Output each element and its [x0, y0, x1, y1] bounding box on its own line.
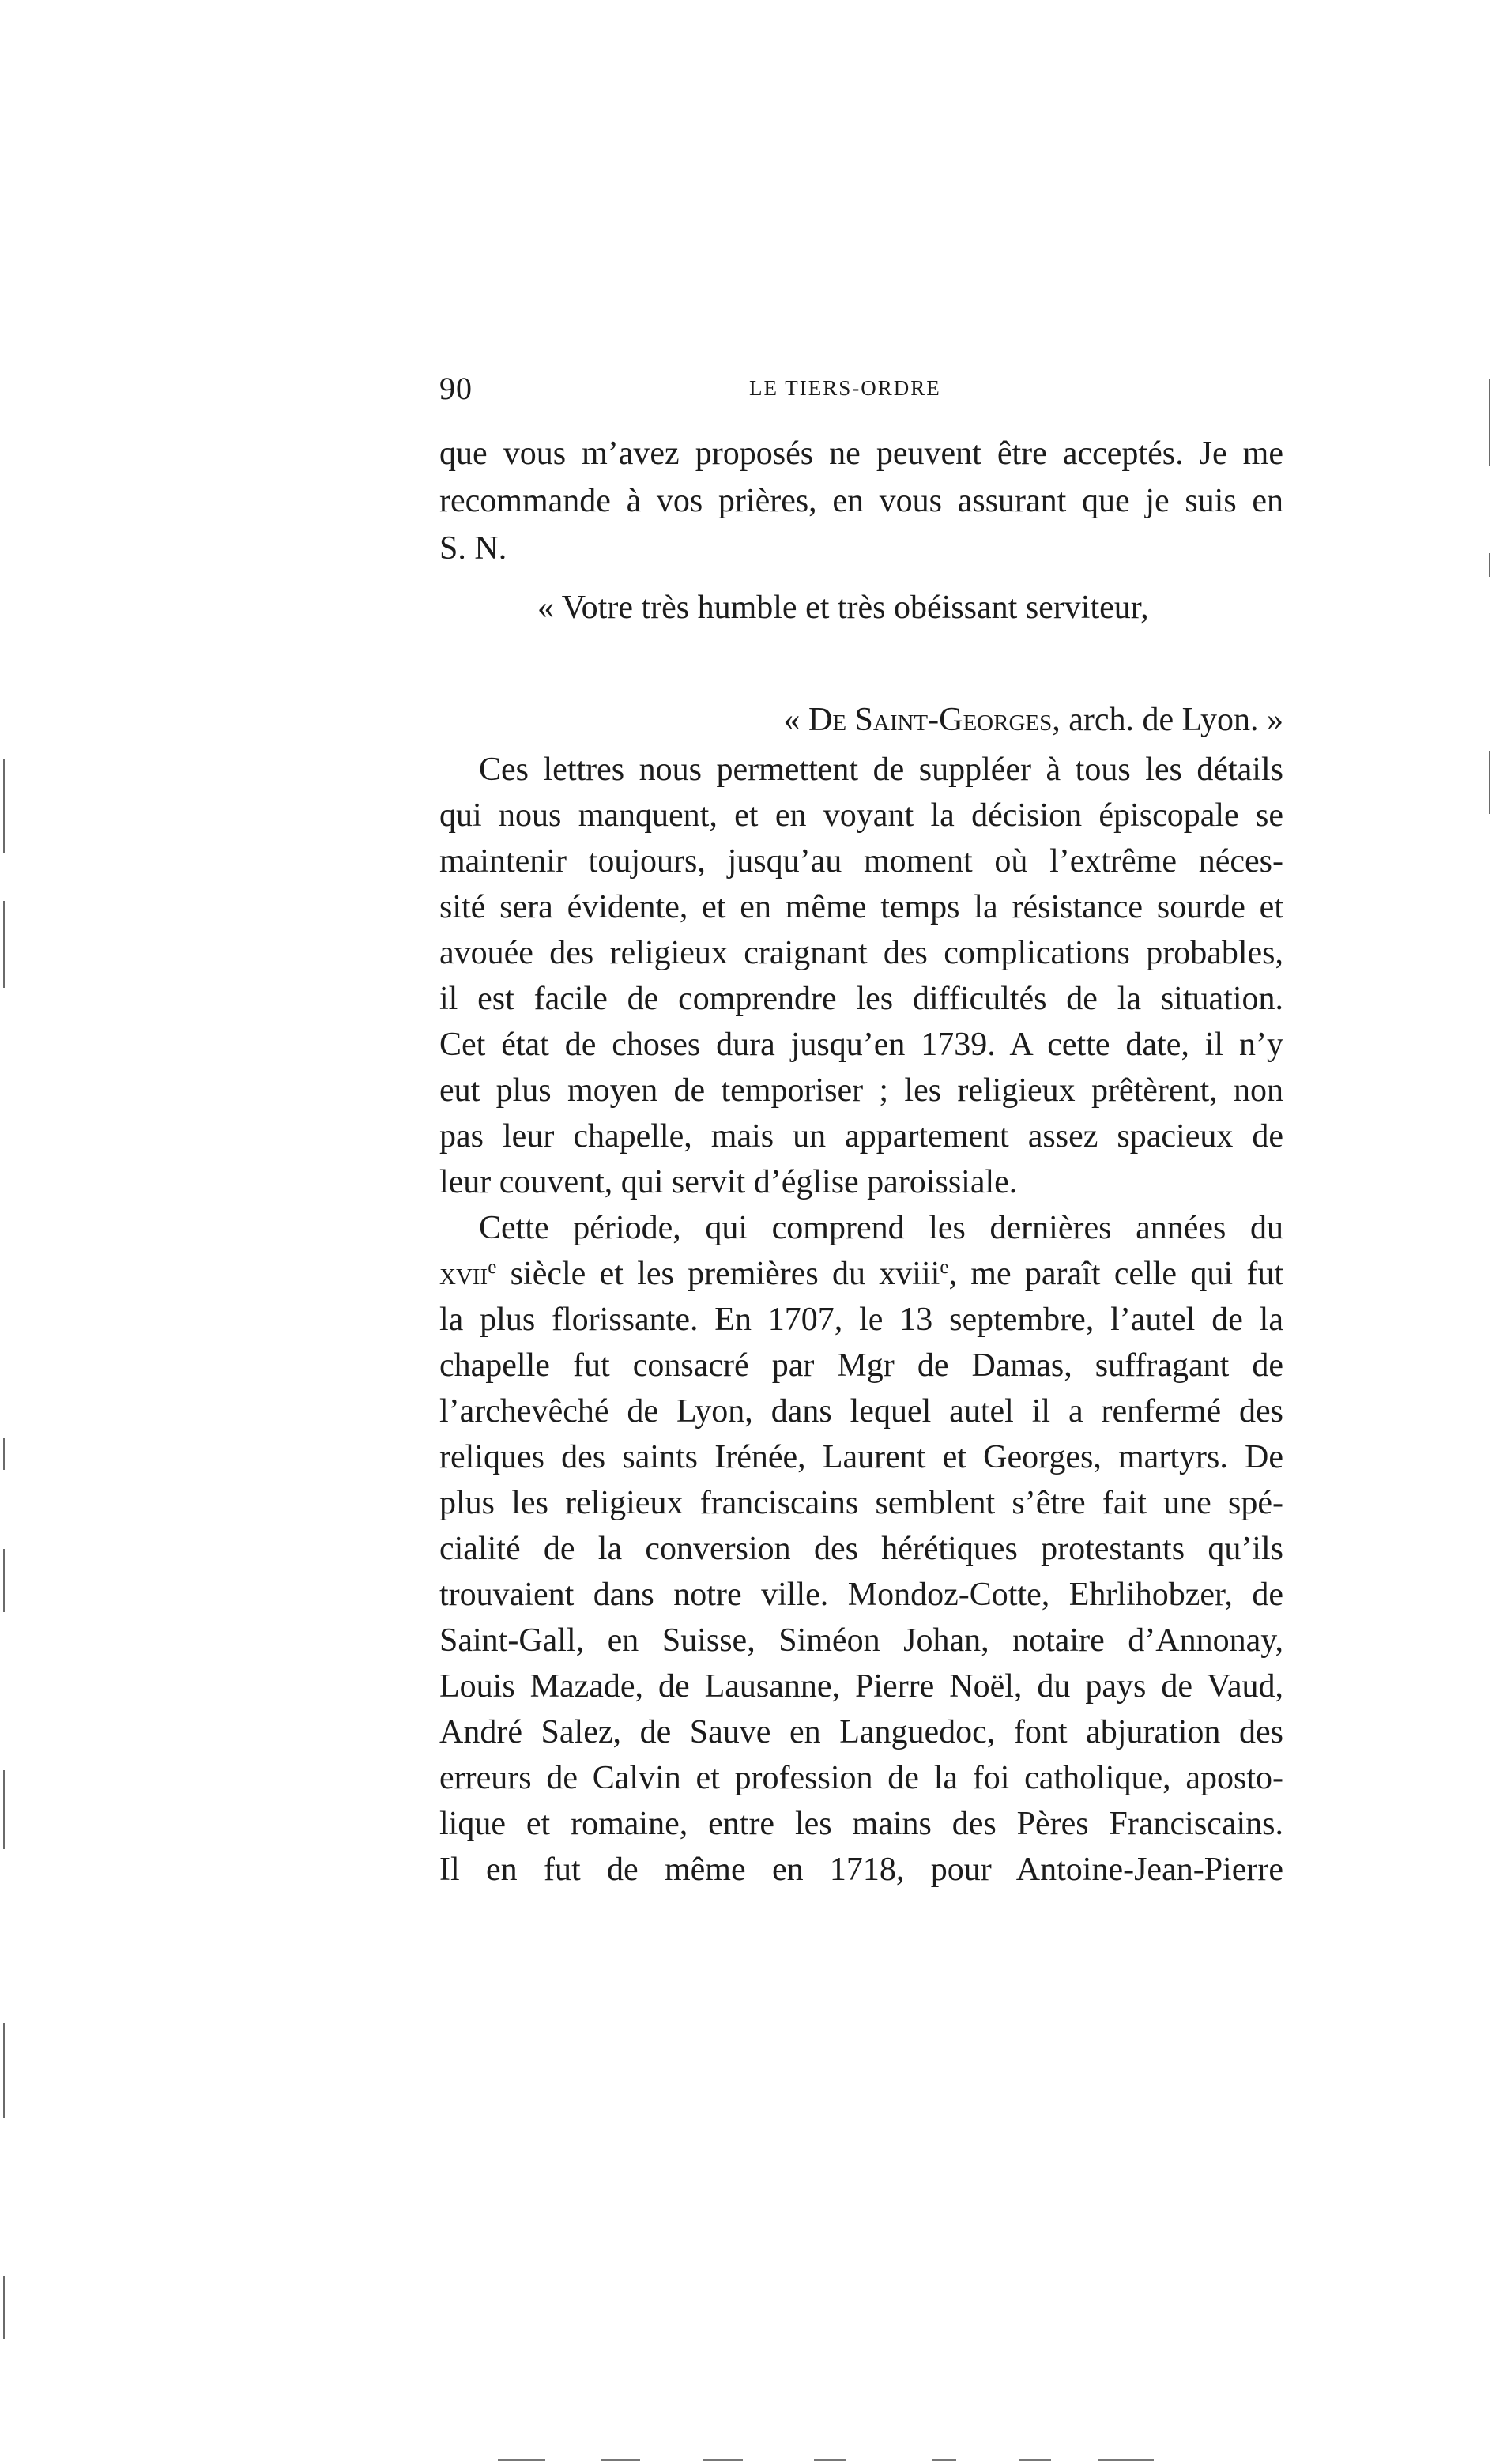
text-line: avouée des religieux craignant des complications probables, — [439, 935, 1283, 971]
century-numeral: xvii — [439, 1256, 488, 1292]
scan-bottom-mark — [814, 2459, 846, 2461]
signature-suffix: , arch. de Lyon. » — [1052, 702, 1283, 738]
scan-edge-mark — [1489, 553, 1490, 577]
text-line: chapelle fut consacré par Mgr de Damas, suffragant de — [439, 1347, 1283, 1384]
scan-bottom-mark — [1098, 2459, 1154, 2461]
text-fragment: siècle et les premières du xviii — [496, 1256, 940, 1292]
text-line: cialité de la conversion des hérétiques protestants qu’ils — [439, 1531, 1283, 1567]
text-line: plus les religieux franciscains semblent s’être fait une spé- — [439, 1485, 1283, 1521]
text-line: S. N. — [439, 530, 507, 567]
superscript: e — [488, 1256, 497, 1279]
text-line: eut plus moyen de temporiser ; les religieux prêtèrent, non — [439, 1072, 1283, 1109]
scan-bottom-mark — [703, 2459, 743, 2461]
scan-edge-mark — [3, 1549, 5, 1612]
text-line: André Salez, de Sauve en Languedoc, font abjuration des — [439, 1714, 1283, 1750]
scan-edge-mark — [1489, 751, 1490, 814]
text-line: Il en fut de même en 1718, pour Antoine-Jean-Pierre — [439, 1852, 1283, 1888]
scan-bottom-mark — [932, 2459, 956, 2461]
scan-bottom-mark — [1019, 2459, 1051, 2461]
signature-name: De Saint-Georges — [808, 702, 1053, 738]
superscript: e — [940, 1256, 949, 1279]
text-line: recommande à vos prières, en vous assurant que je suis en — [439, 483, 1283, 519]
text-line: reliques des saints Irénée, Laurent et Georges, martyrs. De — [439, 1439, 1283, 1475]
text-line: Saint-Gall, en Suisse, Siméon Johan, notaire d’Annonay, — [439, 1622, 1283, 1659]
text-line: la plus florissante. En 1707, le 13 septembre, l’autel de la — [439, 1302, 1283, 1338]
text-line: leur couvent, qui servit d’église paroissiale. — [439, 1164, 1018, 1200]
scan-edge-mark — [3, 2023, 5, 2118]
text-line: il est facile de comprendre les difficultés de la situation. — [439, 981, 1283, 1017]
text-line: pas leur chapelle, mais un appartement assez spacieux de — [439, 1118, 1283, 1155]
running-title: LE TIERS-ORDRE — [749, 376, 941, 400]
page-header — [439, 370, 1283, 409]
letter-closing: « Votre très humble et très obéissant serviteur, — [537, 590, 1149, 626]
scan-edge-mark — [3, 901, 5, 988]
text-line: l’archevêché de Lyon, dans lequel autel il a renfermé des — [439, 1393, 1283, 1430]
text-line: erreurs de Calvin et profession de la foi catholique, aposto- — [439, 1760, 1283, 1796]
scan-edge-mark — [3, 2276, 5, 2339]
scan-edge-mark — [3, 1770, 5, 1849]
text-fragment: , me paraît celle qui fut — [948, 1256, 1283, 1292]
letter-signature — [439, 696, 1283, 744]
signature-prefix: « — [783, 702, 808, 738]
scan-bottom-mark — [601, 2459, 640, 2461]
scan-bottom-mark — [498, 2459, 545, 2461]
text-line: Cette période, qui comprend les dernières années du — [479, 1210, 1283, 1246]
scan-edge-mark — [3, 759, 5, 853]
text-line: trouvaient dans notre ville. Mondoz-Cotte, Ehrlihobzer, de — [439, 1577, 1283, 1613]
text-line: qui nous manquent, et en voyant la décision épiscopale se — [439, 797, 1283, 834]
text-line: que vous m’avez proposés ne peuvent être acceptés. Je me — [439, 435, 1283, 472]
text-line: sité sera évidente, et en même temps la résistance sourde et — [439, 889, 1283, 925]
scan-edge-mark — [1489, 379, 1490, 466]
text-line: lique et romaine, entre les mains des Pères Franciscains. — [439, 1806, 1283, 1842]
text-line: Louis Mazade, de Lausanne, Pierre Noël, du pays de Vaud, — [439, 1668, 1283, 1705]
scan-edge-mark — [3, 1438, 5, 1470]
text-line — [439, 1250, 1283, 1298]
page-number: 90 — [439, 371, 473, 406]
text-line: maintenir toujours, jusqu’au moment où l’extrême néces- — [439, 843, 1283, 880]
text-line: Cet état de choses dura jusqu’en 1739. A cette date, il n’y — [439, 1027, 1283, 1063]
text-line: Ces lettres nous permettent de suppléer à tous les détails — [479, 752, 1283, 788]
